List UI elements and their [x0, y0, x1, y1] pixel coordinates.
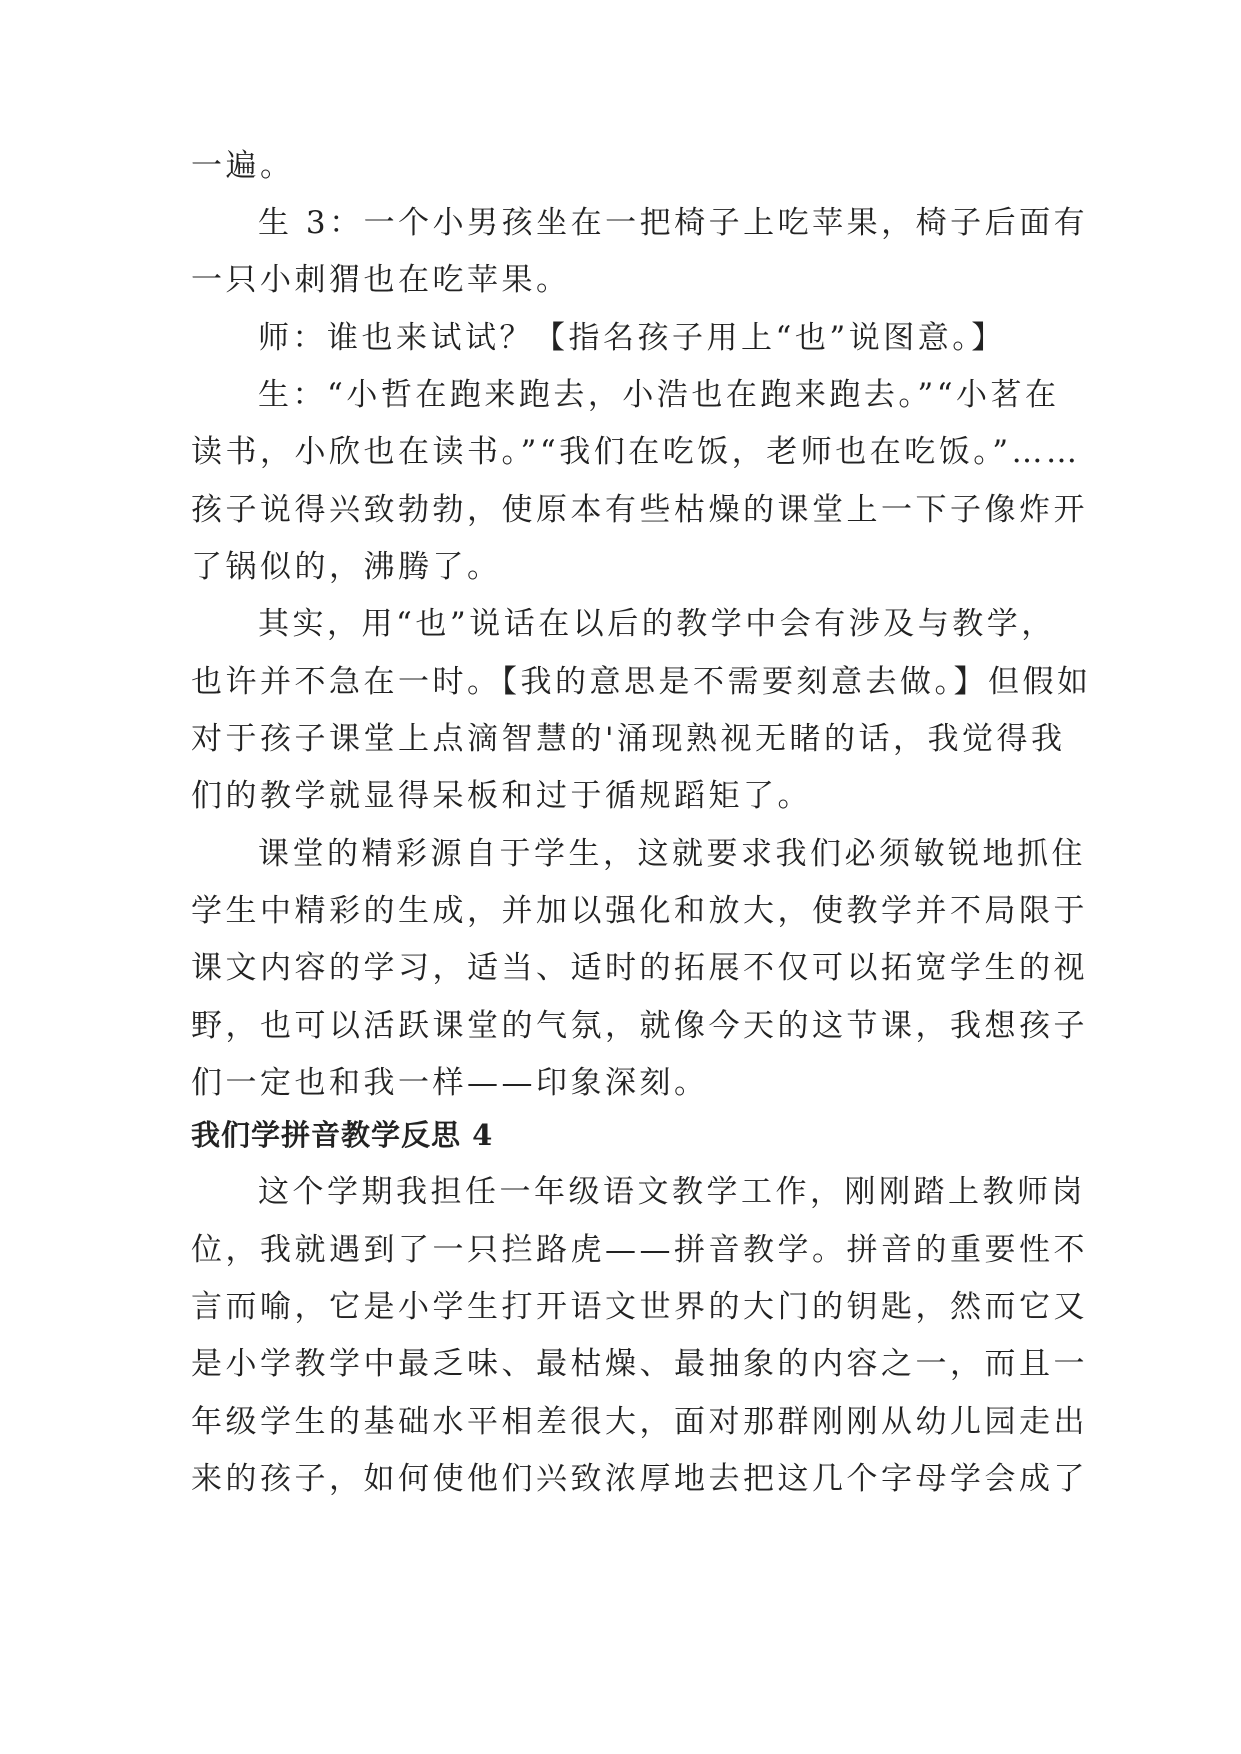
text-line: 这个学期我担任一年级语文教学工作，刚刚踏上教师岗 [258, 1174, 1086, 1210]
text-line: 师：谁也来试试？【指名孩子用上“也”说图意。】 [258, 320, 1006, 356]
text-line: 其实，用“也”说话在以后的教学中会有涉及与教学， [258, 606, 1056, 642]
text-line: 了锅似的，沸腾了。 [191, 549, 502, 585]
text-line: 一只小刺猬也在吃苹果。 [191, 262, 571, 298]
text-line: 生 3：一个小男孩坐在一把椅子上吃苹果，椅子后面有 [258, 205, 1089, 241]
text-line: 们一定也和我一样——印象深刻。 [191, 1065, 709, 1101]
text-line: 是小学教学中最乏味、最枯燥、最抽象的内容之一，而且一 [191, 1346, 1088, 1382]
text-line: 学生中精彩的生成，并加以强化和放大，使教学并不局限于 [191, 893, 1088, 929]
text-line: 孩子说得兴致勃勃，使原本有些枯燥的课堂上一下子像炸开 [191, 492, 1088, 528]
text-line: 位，我就遇到了一只拦路虎——拼音教学。拼音的重要性不 [191, 1232, 1088, 1268]
text-line: 对于孩子课堂上点滴智慧的'涌现熟视无睹的话，我觉得我 [191, 721, 1066, 757]
text-line: 读书，小欣也在读书。”“我们在吃饭，老师也在吃饭。”…… [191, 434, 1081, 470]
text-line: 生：“小哲在跑来跑去，小浩也在跑来跑去。”“小茗在 [258, 377, 1060, 413]
text-line: 课堂的精彩源自于学生，这就要求我们必须敏锐地抓住 [258, 836, 1086, 872]
section-heading: 我们学拼音教学反思 4 [191, 1118, 494, 1152]
text-line: 年级学生的基础水平相差很大，面对那群刚刚从幼儿园走出 [191, 1404, 1088, 1440]
text-line: 来的孩子，如何使他们兴致浓厚地去把这几个字母学会成了 [191, 1461, 1088, 1497]
text-line: 野，也可以活跃课堂的气氛，就像今天的这节课，我想孩子 [191, 1008, 1088, 1044]
text-line: 言而喻，它是小学生打开语文世界的大门的钥匙，然而它又 [191, 1289, 1088, 1325]
text-line: 课文内容的学习，适当、适时的拓展不仅可以拓宽学生的视 [191, 950, 1088, 986]
text-line: 也许并不急在一时。【我的意思是不需要刻意去做。】但假如 [191, 664, 1092, 700]
text-line: 一遍。 [191, 148, 295, 184]
text-line: 们的教学就显得呆板和过于循规蹈矩了。 [191, 778, 812, 814]
